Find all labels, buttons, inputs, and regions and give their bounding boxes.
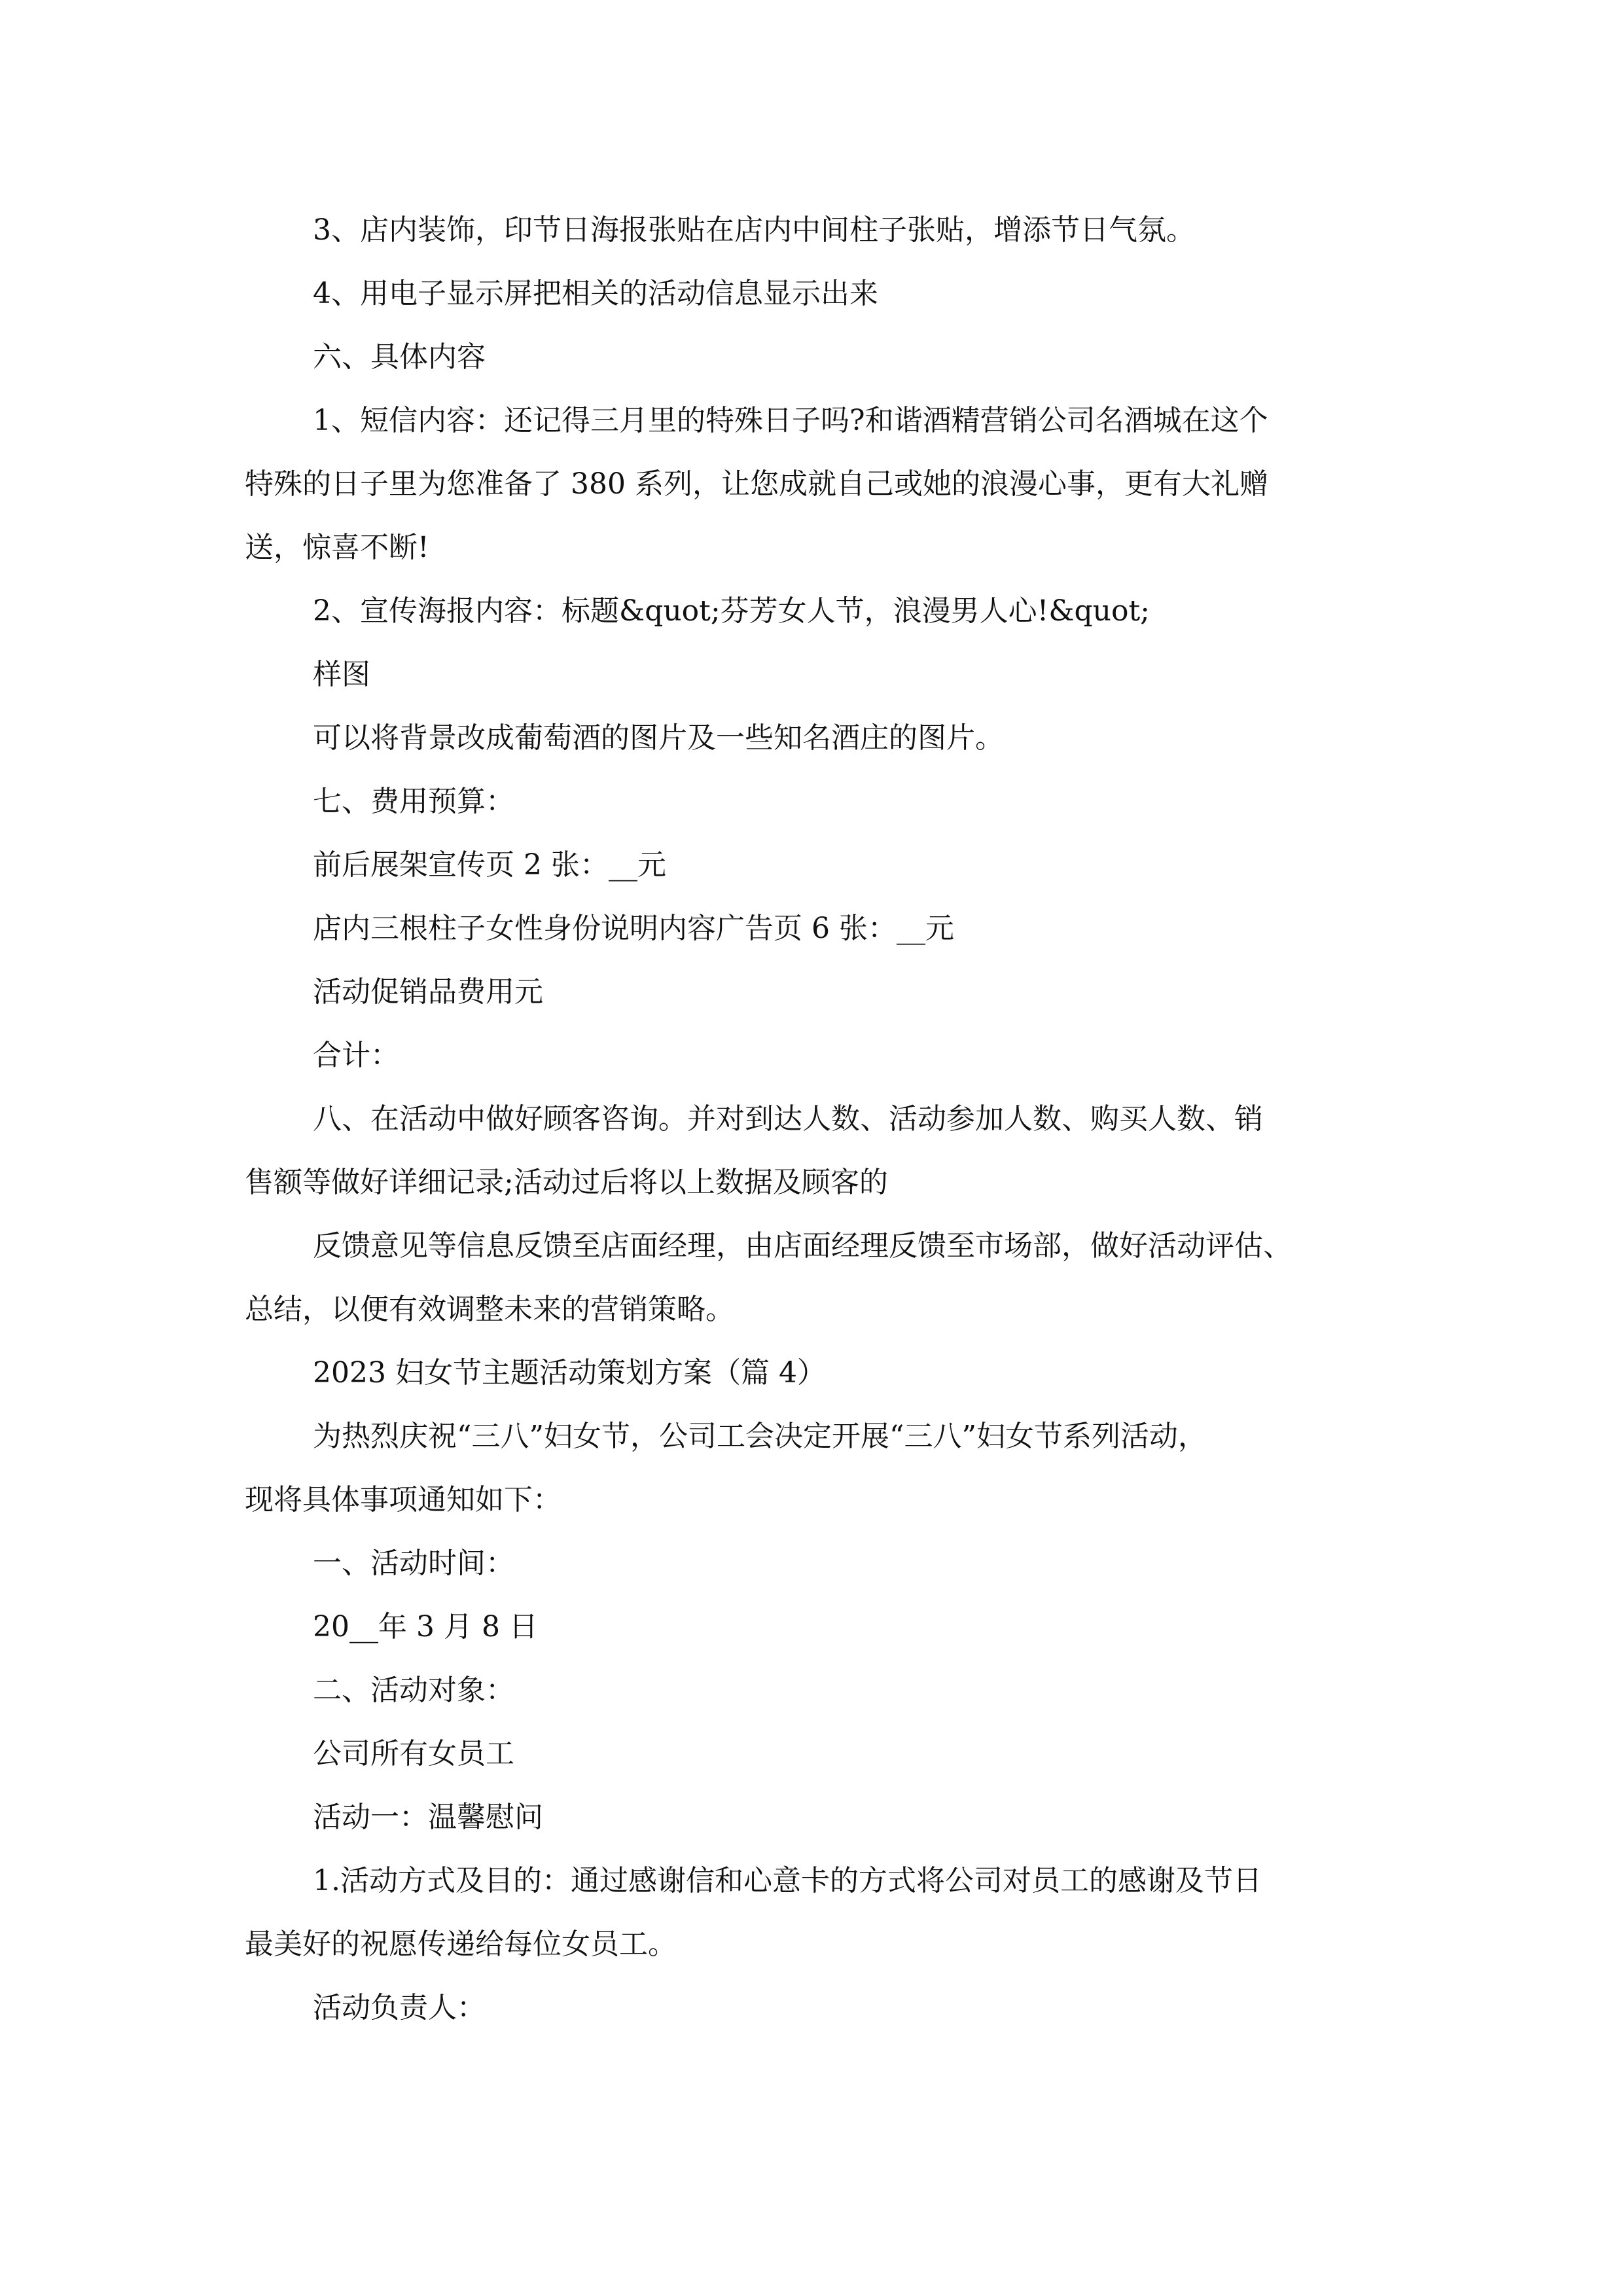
paragraph-line: 样图 <box>313 658 370 691</box>
paragraph-line: 公司所有女员工 <box>313 1737 514 1770</box>
paragraph-line: 可以将背景改成葡萄酒的图片及一些知名酒庄的图片。 <box>313 721 1004 755</box>
paragraph-line: 为热烈庆祝“三八”妇女节，公司工会决定开展“三八”妇女节系列活动， <box>313 1420 1207 1453</box>
budget-line: 店内三根柱子女性身份说明内容广告页 6 张：__元 <box>313 912 954 945</box>
paragraph-line: 总结，以便有效调整未来的营销策略。 <box>245 1293 734 1326</box>
section-heading: 活动一：温馨慰问 <box>313 1801 543 1834</box>
paragraph-line: 售额等做好详细记录;活动过后将以上数据及顾客的 <box>245 1166 888 1199</box>
paragraph-line: 特殊的日子里为您准备了 380 系列，让您成就自己或她的浪漫心事，更有大礼赠 <box>245 467 1268 501</box>
budget-total: 合计： <box>313 1039 399 1072</box>
paragraph-line: 送，惊喜不断! <box>245 531 429 564</box>
paragraph-line: 4、用电子显示屏把相关的活动信息显示出来 <box>313 277 878 310</box>
paragraph-line: 现将具体事项通知如下： <box>245 1483 562 1516</box>
section-heading: 七、费用预算： <box>313 785 514 818</box>
section-heading: 一、活动时间： <box>313 1547 514 1580</box>
date-line: 20__年 3 月 8 日 <box>313 1610 538 1643</box>
paragraph-line: 1、短信内容：还记得三月里的特殊日子吗?和谐酒精营销公司名酒城在这个 <box>313 404 1268 437</box>
section-heading: 二、活动对象： <box>313 1674 514 1707</box>
paragraph-line: 3、店内装饰，印节日海报张贴在店内中间柱子张贴，增添节日气氛。 <box>313 213 1195 247</box>
article-title: 2023 妇女节主题活动策划方案（篇 4） <box>313 1356 826 1390</box>
paragraph-line: 活动负责人： <box>313 1991 486 2024</box>
paragraph-line: 最美好的祝愿传递给每位女员工。 <box>245 1928 677 1961</box>
paragraph-line: 2、宣传海报内容：标题&quot;芬芳女人节，浪漫男人心!&quot; <box>313 594 1150 628</box>
budget-line: 活动促销品费用元 <box>313 975 543 1009</box>
paragraph-line: 反馈意见等信息反馈至店面经理，由店面经理反馈至市场部，做好活动评估、 <box>313 1229 1292 1263</box>
paragraph-line: 八、在活动中做好顾客咨询。并对到达人数、活动参加人数、购买人数、销 <box>313 1102 1263 1136</box>
section-heading: 六、具体内容 <box>313 340 486 374</box>
budget-line: 前后展架宣传页 2 张：__元 <box>313 848 666 882</box>
paragraph-line: 1.活动方式及目的：通过感谢信和心意卡的方式将公司对员工的感谢及节日 <box>313 1864 1262 1897</box>
